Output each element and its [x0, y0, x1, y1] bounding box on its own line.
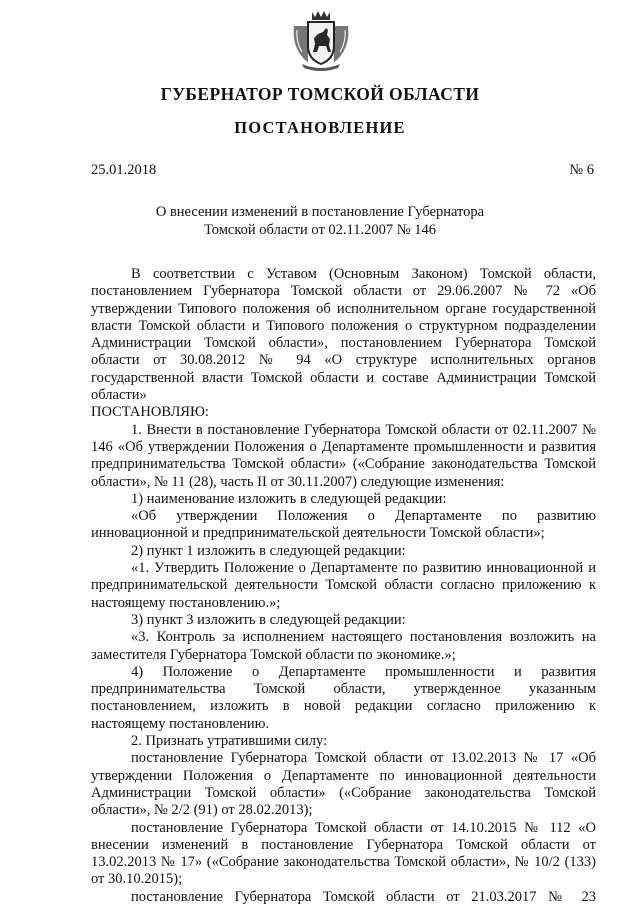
document-date: 25.01.2018 — [91, 162, 157, 178]
clause-1-item-2-text: «1. Утвердить Положение о Департаменте по развитию инновационной и предпринимательской деятельности Томской области согласно приложению к настоящему постановлению.»; — [91, 560, 596, 611]
clause-2: 2. Признать утратившими силу: — [131, 733, 328, 750]
subject-line-2: Томской области от 02.11.2007 № 146 — [204, 221, 436, 238]
tomsk-coat-of-arms-icon — [290, 8, 352, 72]
document-body — [91, 266, 596, 906]
document-number: № 6 — [569, 162, 594, 178]
clause-1-item-4: 4) Положение о Департаменте промышленности и развития предпринимательства Томской области, утвержденное указанным постановлением, изложить в новой редакции согласно приложению к настоящему постановлению. — [91, 663, 596, 732]
clause-2-item-c: постановление Губернатора Томской области от 21.03.2017 № 23 — [131, 888, 596, 905]
subject-line-1: О внесении изменений в постановление Губернатора — [155, 204, 485, 220]
resolve-heading: ПОСТАНОВЛЯЮ: — [91, 404, 209, 421]
clause-2-item-b: постановление Губернатора Томской области от 14.10.2015 № 112 «О внесении изменений в постановление Губернатора Томской области от 13.02.2013 № 17» («Собрание законодательства Томской области», № 10/2 (133) от 30.10.2015); — [91, 819, 596, 888]
clause-1: 1. Внести в постановление Губернатора Томской области от 02.11.2007 № 146 «Об утверждении Положения о Департаменте промышленности и развития предпринимательства Томской области» («Собрание законодательства Томской области», № 11 (28), часть II от 30.11.2007) следующие изменения: — [91, 421, 596, 490]
org-title: ГУБЕРНАТОР ТОМСКОЙ ОБЛАСТИ — [160, 84, 480, 104]
clause-1-item-2: 2) пункт 1 изложить в следующей редакции: — [131, 542, 406, 559]
clause-1-item-1-text: «Об утверждении Положения о Департаменте по развитию инновационной и предпринимательской деятельности Томской области»; — [91, 508, 596, 542]
preamble-paragraph: В соответствии с Уставом (Основным Законом) Томской области, постановлением Губернатора Томской области от 29.06.2007 № 72 «Об утверждении Типового положения об исполнительном органе государственной власти Томской области и Типового положения о структурном подразделении Администрации Томской области», постановлением Губернатора Томской области от 30.08.2012 № 94 «О структуре исполнительных органов государственной власти Томской области и составе Администрации Томской области» — [91, 266, 596, 404]
clause-1-item-3-text: «3. Контроль за исполнением настоящего постановления возложить на заместителя Губернатора Томской области по экономике.»; — [91, 629, 596, 663]
clause-1-item-3: 3) пункт 3 изложить в следующей редакции: — [131, 611, 406, 628]
document-type: ПОСТАНОВЛЕНИЕ — [234, 118, 406, 137]
document-subject — [0, 204, 640, 239]
clause-1-item-1: 1) наименование изложить в следующей редакции: — [131, 490, 447, 507]
clause-2-item-a: постановление Губернатора Томской области от 13.02.2013 № 17 «Об утверждении Положения о Департаменте по инновационной деятельности Администрации Томской области» («Собрание законодательства Томской области», № 2/2 (91) от 28.02.2013); — [91, 750, 596, 819]
